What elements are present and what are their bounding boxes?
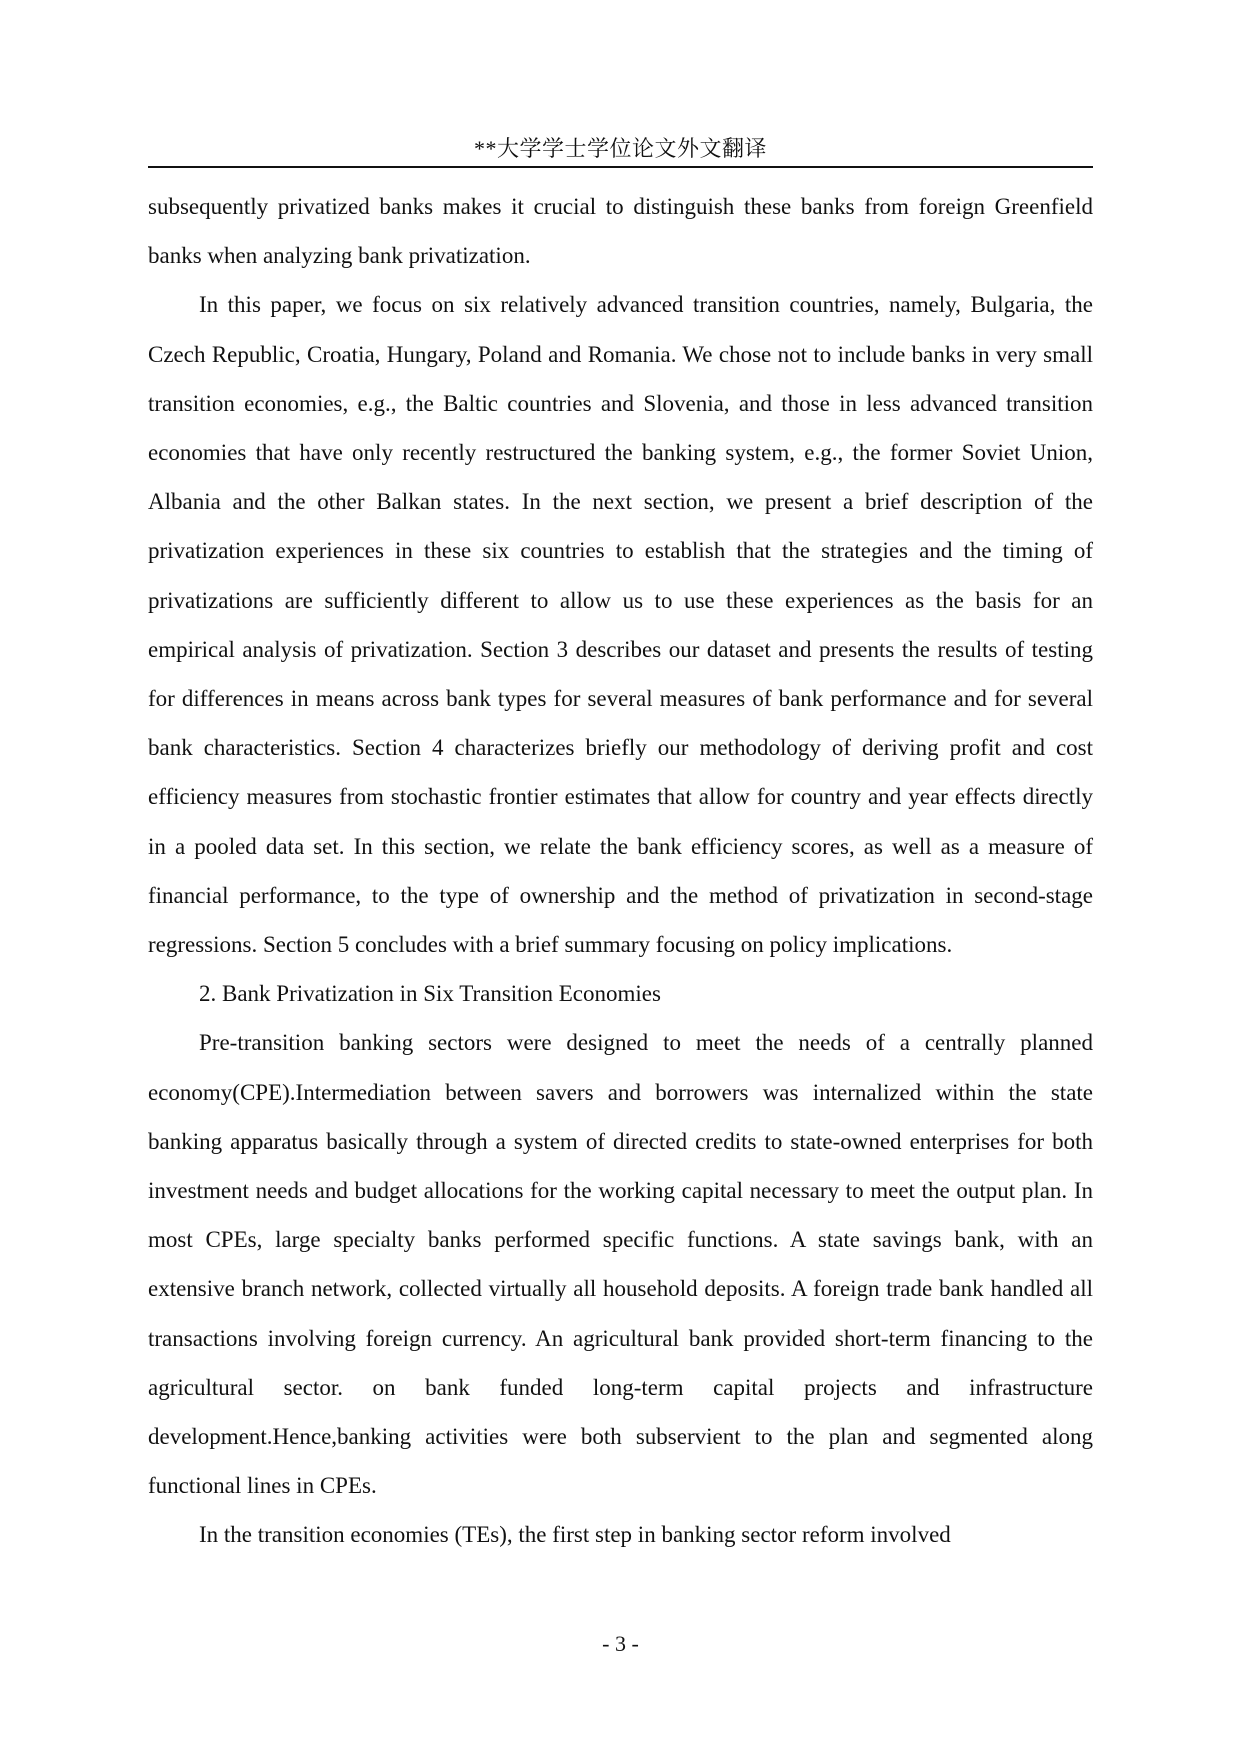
page-number: - 3 - xyxy=(602,1631,639,1656)
paragraph-pre-transition: Pre-transition banking sectors were designed to meet the needs of a centrally planned economy(CPE).Intermediation between savers and borrowers was internalized within the state banking apparatus basically through a system of directed credits to state-owned enterprises for both investment needs and budget allocations for the working capital necessary to meet the output plan. In most CPEs, large specialty banks performed specific functions. A state savings bank, with an extensive branch network, collected virtually all household deposits. A foreign trade bank handled all transactions involving foreign currency. An agricultural bank provided short-term financing to the agricultural sector. on bank funded long-term capital projects and infrastructure development.Hence,banking activities were both subservient to the plan and segmented along functional lines in CPEs. xyxy=(148,1030,1093,1499)
paragraph-continuation: subsequently privatized banks makes it crucial to distinguish these banks from foreign Greenfield banks when analyzing bank privatization. xyxy=(148,194,1093,269)
document-body xyxy=(148,182,1093,1560)
header-divider xyxy=(148,166,1093,168)
section-heading: 2. Bank Privatization in Six Transition Economies xyxy=(199,981,661,1007)
page-header: **大学学士学位论文外文翻译 xyxy=(473,136,767,161)
paragraph-paper-overview: In this paper, we focus on six relatively advanced transition countries, namely, Bulgaria, the Czech Republic, Croatia, Hungary, Poland and Romania. We chose not to include banks in very small transition economies, e.g., the Baltic countries and Slovenia, and those in less advanced transition economies that have only recently restructured the banking system, e.g., the former Soviet Union, Albania and the other Balkan states. In the next section, we present a brief description of the privatization experiences in these six countries to establish that the strategies and the timing of privatizations are sufficiently different to allow us to use these experiences as the basis for an empirical analysis of privatization. Section 3 describes our dataset and presents the results of testing for differences in means across bank types for several measures of bank performance and for several bank characteristics. Section 4 characterizes briefly our methodology of deriving profit and cost efficiency measures from stochastic frontier estimates that allow for country and year effects directly in a pooled data set. In this section, we relate the bank efficiency scores, as well as a measure of financial performance, to the type of ownership and the method of privatization in second-stage regressions. Section 5 concludes with a brief summary focusing on policy implications. xyxy=(148,292,1093,958)
paragraph-transition-economies: In the transition economies (TEs), the first step in banking sector reform involved xyxy=(199,1522,951,1548)
